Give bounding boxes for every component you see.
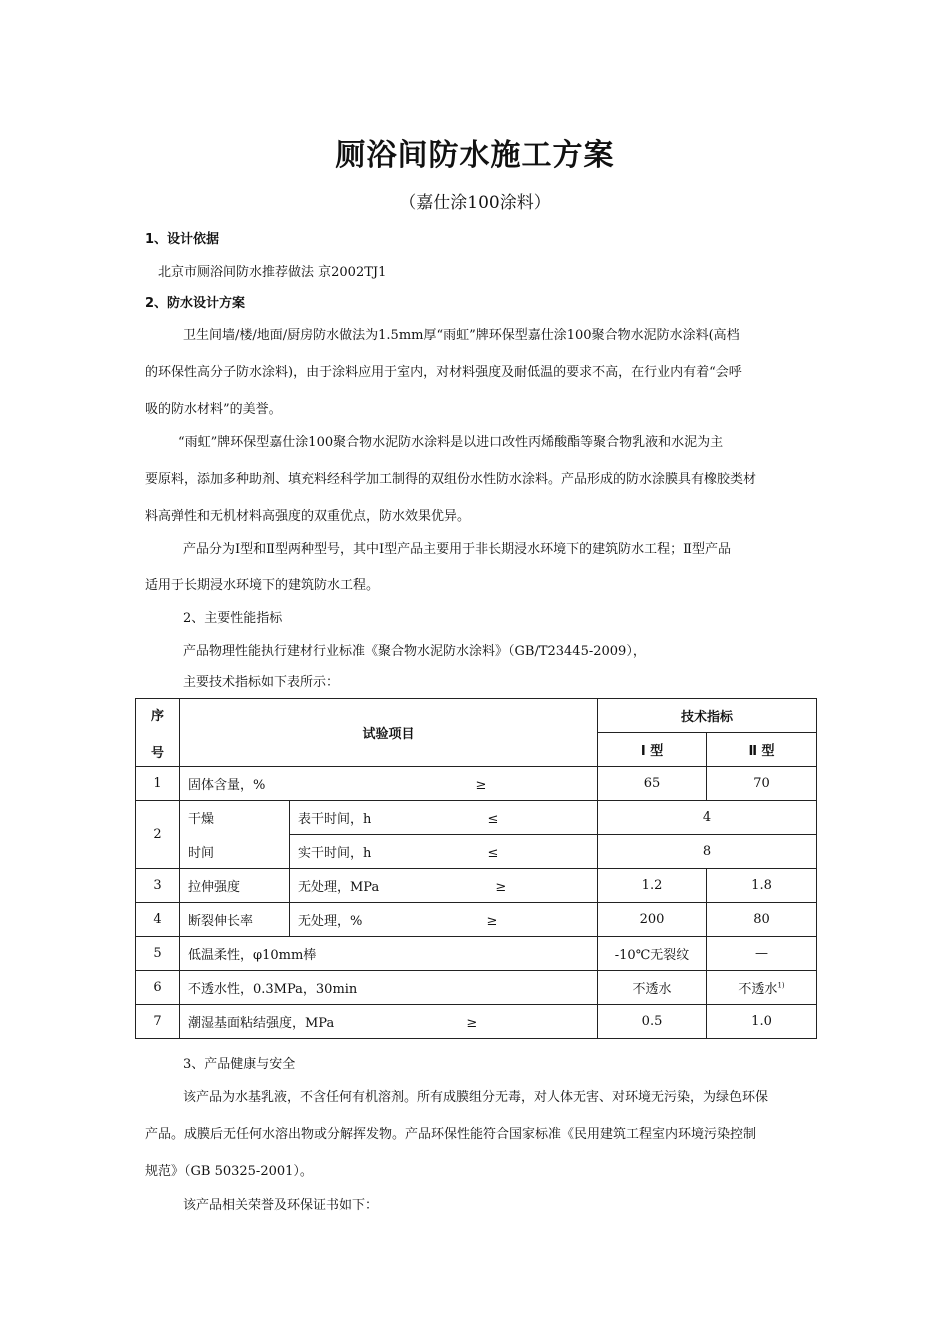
paragraph-2-line-3: 料高弹性和无机材料高强度的双重优点，防水效果优异。 (145, 509, 471, 524)
paragraph-4-line-1: 该产品为水基乳液，不含任何有机溶剂。所有成膜组分无毒，对人体无害、对环境无污染，为绿色环保 (183, 1090, 769, 1105)
technical-spec-table (135, 698, 817, 1039)
paragraph-3-line-1: 产品分为Ⅰ型和Ⅱ型两种型号，其中Ⅰ型产品主要用于非长期浸水环境下的建筑防水工程；Ⅱ型产品 (183, 542, 731, 557)
table-row: 实干时间，h ≤ 8 (136, 835, 817, 869)
header-tech-index: 技术指标 (598, 699, 817, 733)
table-row: 3 拉伸强度 无处理，MPa ≥ 1.2 1.8 (136, 869, 817, 903)
header-seq: 序 号 (136, 699, 180, 767)
paragraph-4-line-2: 产品。成膜后无任何水溶出物或分解挥发物。产品环保性能符合国家标准《民用建筑工程室内环境污染控制 (145, 1127, 757, 1142)
section-1-heading: 1、设计依据 (145, 232, 220, 247)
paragraph-4-line-3: 规范》（GB 50325-2001）。 (145, 1164, 313, 1179)
table-row: 7 潮湿基面粘结强度，MPa ≥ 0.5 1.0 (136, 1005, 817, 1039)
table-row: 2 干燥 时间 表干时间，h ≤ 4 (136, 801, 817, 835)
document-subtitle: （嘉仕涂100涂料） (399, 193, 551, 213)
paragraph-1-line-3: 吸的防水材料”的美誉。 (145, 402, 282, 417)
document-title: 厕浴间防水施工方案 (335, 138, 615, 173)
header-type-2: Ⅱ 型 (707, 733, 817, 767)
paragraph-5-line-1: 该产品相关荣誉及环保证书如下： (183, 1198, 379, 1213)
section-1-reference: 北京市厕浴间防水推荐做法 京2002TJ1 (158, 265, 387, 280)
table-row: 1 固体含量，% ≥ 65 70 (136, 767, 817, 801)
subsection-2-heading: 2、主要性能指标 (183, 611, 283, 626)
section-2-heading: 2、防水设计方案 (145, 296, 246, 311)
paragraph-1-line-2: 的环保性高分子防水涂料)，由于涂料应用于室内，对材料强度及耐低温的要求不高，在行业内有着“会呼 (145, 365, 742, 380)
table-row: 5 低温柔性，φ10mm棒 -10℃无裂纹 — (136, 937, 817, 971)
table-intro: 主要技术指标如下表所示： (183, 675, 340, 690)
table-row: 6 不透水性，0.3MPa，30min 不透水 不透水$^{1)}$ (136, 971, 817, 1005)
subsection-3-heading: 3、产品健康与安全 (183, 1057, 296, 1072)
header-type-1: Ⅰ 型 (598, 733, 707, 767)
footnote-marker: 1) (777, 981, 785, 990)
table-header-row (136, 699, 817, 733)
standard-statement: 产品物理性能执行建材行业标准《聚合物水泥防水涂料》（GB/T23445-2009）， (183, 644, 646, 659)
paragraph-2-line-1: “雨虹”牌环保型嘉仕涂100聚合物水泥防水涂料是以进口改性丙烯酸酯等聚合物乳液和水泥为主 (178, 435, 724, 450)
header-test-item: 试验项目 (180, 699, 598, 767)
table-row: 4 断裂伸长率 无处理，% ≥ 200 80 (136, 903, 817, 937)
paragraph-1-line-1: 卫生间墙/楼/地面/厨房防水做法为1.5mm厚“雨虹”牌环保型嘉仕涂100聚合物水泥防水涂料(高档 (183, 328, 740, 343)
paragraph-3-line-2: 适用于长期浸水环境下的建筑防水工程。 (145, 578, 380, 593)
paragraph-2-line-2: 要原料，添加多种助剂、填充料经科学加工制得的双组份水性防水涂料。产品形成的防水涂膜具有橡胶类材 (145, 472, 757, 487)
